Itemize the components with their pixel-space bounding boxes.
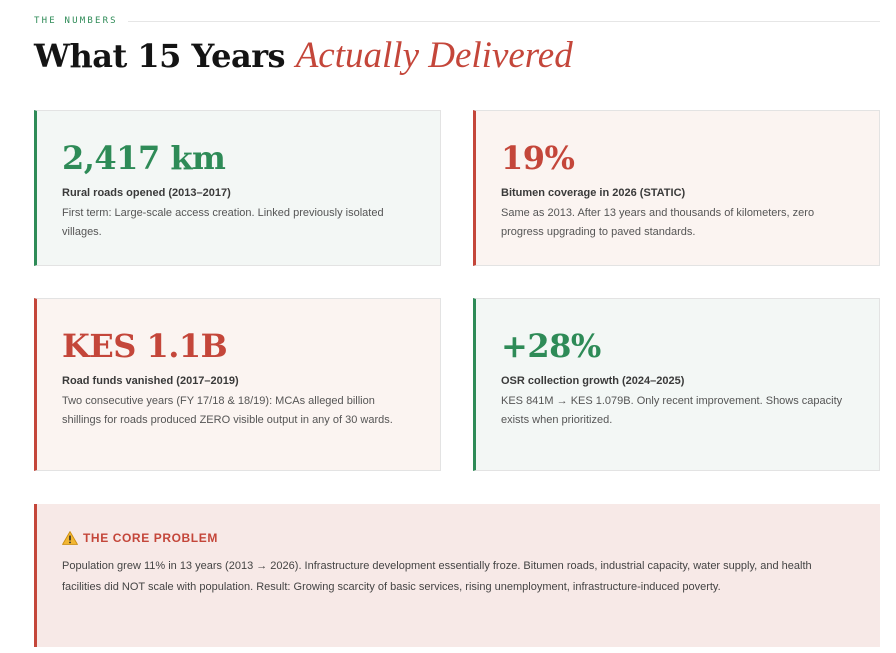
stat-card-road-funds (34, 298, 441, 471)
core-problem-callout (34, 504, 880, 647)
stat-label: Rural roads opened (2013–2017) (62, 187, 231, 199)
stat-value: KES 1.1B (62, 327, 228, 365)
stat-description: Same as 2013. After 13 years and thousands of kilometers, zero progress upgrading to paved standards. (501, 207, 815, 238)
page-title (34, 34, 573, 77)
stat-card-bitumen-coverage (473, 110, 880, 266)
page-title-accent: Actually Delivered (295, 35, 573, 76)
core-problem-title: THE CORE PROBLEM (83, 531, 218, 545)
stat-value: +28% (501, 327, 601, 365)
stat-label: Bitumen coverage in 2026 (STATIC) (501, 187, 686, 199)
stat-value: 19% (501, 139, 575, 177)
stat-label: Road funds vanished (2017–2019) (62, 375, 239, 387)
warning-icon (62, 531, 78, 545)
section-eyebrow: THE NUMBERS (34, 16, 118, 26)
stat-label: OSR collection growth (2024–2025) (501, 375, 685, 387)
stat-description: Two consecutive years (FY 17/18 & 18/19): MCAs alleged billion shillings for roads produced ZERO visible output in any of 30 wards. (62, 395, 393, 426)
stat-value: 2,417 km (62, 139, 226, 177)
stat-description: First term: Large-scale access creation. Linked previously isolated villages. (62, 207, 384, 238)
eyebrow-divider (128, 21, 880, 22)
stat-card-rural-roads (34, 110, 441, 266)
page-title-main: What 15 Years (34, 37, 296, 75)
section-eyebrow-row (34, 14, 880, 28)
core-problem-heading (62, 531, 850, 545)
core-problem-text: Population grew 11% in 13 years (2013 → 2026). Infrastructure development essentially froze. Bitumen roads, industrial capacity, water supply, and health facilities did NOT scale with population. Result: Growing scarcity of basic services, rising unemployment, infrastructure-induced poverty. (62, 560, 812, 593)
stat-description: KES 841M → KES 1.079B. Only recent improvement. Shows capacity exists when prioritized. (501, 395, 843, 426)
stat-card-osr-growth (473, 298, 880, 471)
